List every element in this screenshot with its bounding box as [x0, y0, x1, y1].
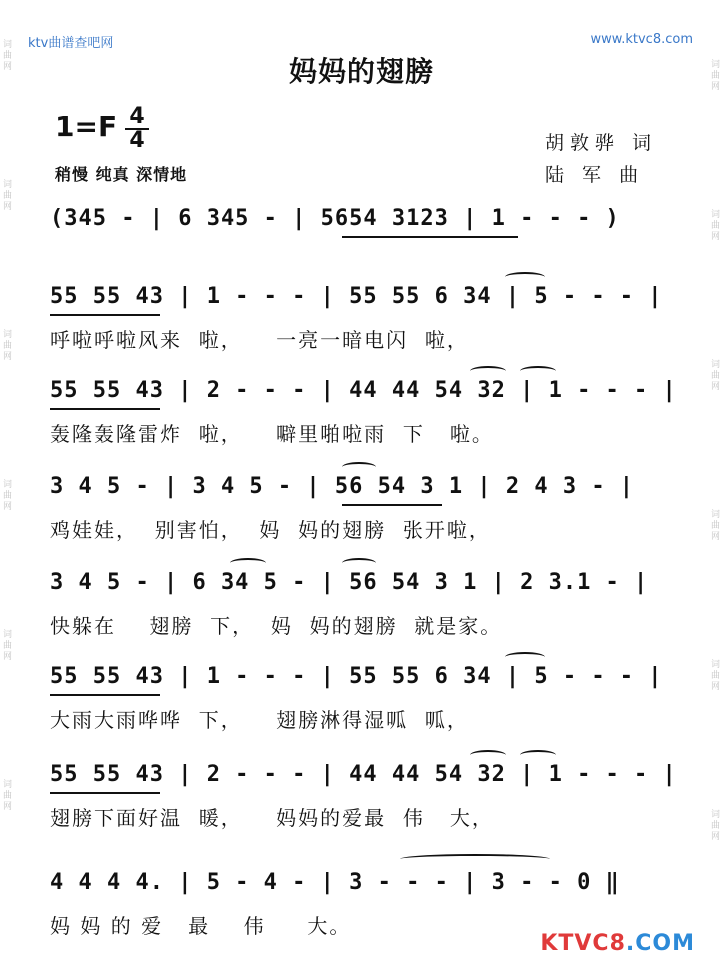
side-watermark: 词 曲 网	[710, 510, 720, 542]
side-watermark: 词 曲 网	[2, 480, 12, 512]
lyrics: 翅膀下面好温 暖， 妈妈的爱最 伟 大，	[50, 806, 494, 830]
side-watermark: 词 曲 网	[2, 330, 12, 362]
logo-main: KTVC8	[540, 931, 626, 956]
logo-suffix: .COM	[625, 931, 695, 956]
underline	[50, 408, 160, 410]
score-line-7	[50, 762, 677, 830]
slur	[470, 750, 506, 760]
lyrics: 轰隆轰隆雷炸 啦， 噼里啪啦雨 下 啦。	[50, 422, 494, 446]
slur	[342, 558, 376, 568]
slur	[520, 750, 556, 760]
score-line-6	[50, 664, 675, 732]
side-watermark: 词 曲 网	[2, 630, 12, 662]
lyricist-credit: 胡敦骅 词	[545, 132, 658, 154]
score-line-1	[50, 206, 675, 266]
score-line-8	[50, 870, 675, 938]
site-name-left[interactable]: ktv曲谱查吧网	[28, 36, 114, 51]
slur	[342, 462, 376, 472]
slur	[520, 366, 556, 376]
side-watermark: 词 曲 网	[710, 360, 720, 392]
notes: 55 55 43 | 2 - - - | 44 44 54 32 | 1 - - - |	[50, 762, 677, 787]
meter-top: 4	[125, 106, 149, 130]
lyrics: 鸡娃娃， 别害怕， 妈 妈的翅膀 张开啦，	[50, 518, 491, 542]
side-watermark: 词 曲 网	[710, 660, 720, 692]
side-watermark: 词 曲 网	[710, 210, 720, 242]
side-watermark: 词 曲 网	[710, 810, 720, 842]
score-line-4	[50, 474, 675, 542]
tempo-marking: 稍慢 纯真 深情地	[55, 165, 188, 184]
composer-credit: 陆 军 曲	[545, 164, 645, 186]
key-signature: 1=F	[55, 110, 118, 143]
underline	[342, 504, 442, 506]
notes: 3 4 5 - | 6 34 5 - | 56 54 3 1 | 2 3.1 - |	[50, 570, 649, 595]
score-line-2	[50, 284, 675, 352]
notes: 55 55 43 | 2 - - - | 44 44 54 32 | 1 - - - |	[50, 378, 677, 403]
song-title: 妈妈的翅膀	[288, 55, 434, 88]
underline	[342, 236, 518, 238]
site-logo	[540, 931, 695, 956]
lyrics: 快躲在 翅膀 下， 妈 妈的翅膀 就是家。	[50, 614, 503, 638]
side-watermark: 词 曲 网	[2, 180, 12, 212]
slur	[230, 558, 266, 568]
notes: 4 4 4 4. | 5 - 4 - | 3 - - - | 3 - - 0 ‖	[50, 870, 620, 895]
side-watermark: 词 曲 网	[2, 40, 12, 72]
time-signature	[125, 106, 149, 152]
notes: 3 4 5 - | 3 4 5 - | 56 54 3 1 | 2 4 3 - |	[50, 474, 635, 499]
score-line-5	[50, 570, 675, 638]
score-line-3	[50, 378, 677, 446]
meter-bottom: 4	[129, 128, 145, 153]
lyrics: 妈 妈 的 爱 最 伟 大。	[50, 914, 352, 938]
slur	[505, 272, 545, 282]
lyrics: 呼啦呼啦风来 啦， 一亮一暗电闪 啦，	[50, 328, 469, 352]
tie	[400, 854, 550, 864]
site-url-right[interactable]: www.ktvc8.com	[590, 32, 693, 47]
slur	[470, 366, 506, 376]
underline	[50, 314, 160, 316]
notes: 55 55 43 | 1 - - - | 55 55 6 34 | 5 - - - |	[50, 284, 663, 309]
notes: 55 55 43 | 1 - - - | 55 55 6 34 | 5 - - - |	[50, 664, 663, 689]
underline	[50, 694, 160, 696]
side-watermark: 词 曲 网	[2, 780, 12, 812]
side-watermark: 词 曲 网	[710, 60, 720, 92]
underline	[50, 792, 160, 794]
lyrics: 大雨大雨哗哗 下， 翅膀淋得湿呱 呱，	[50, 708, 469, 732]
notes: (345 - | 6 345 - | 5654 3123 | 1 - - - )	[50, 206, 620, 231]
slur	[505, 652, 545, 662]
